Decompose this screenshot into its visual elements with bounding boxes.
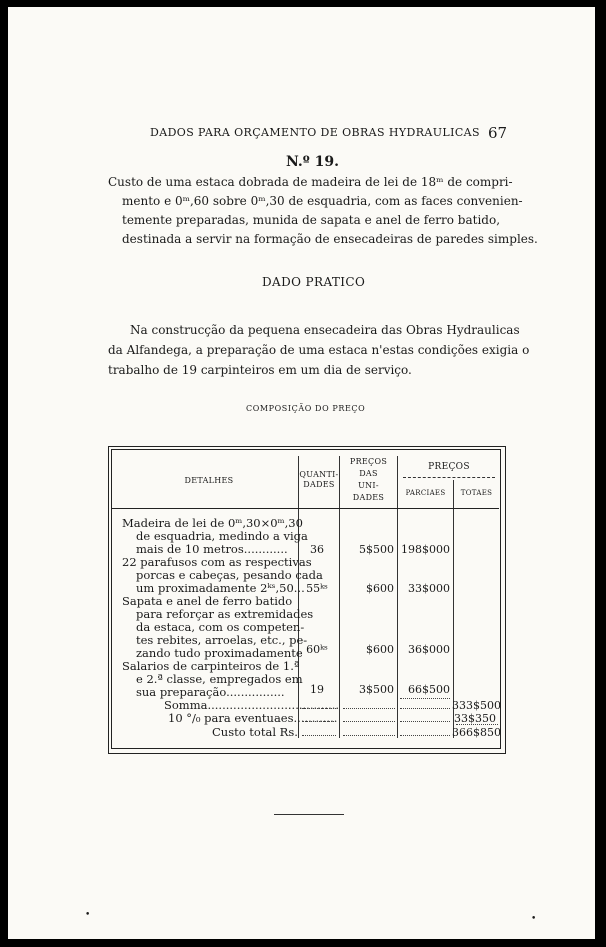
paragraph-line: Na construcção da pequena ensecadeira das Obras Hydraulicas (130, 323, 520, 337)
leader-dots (400, 735, 450, 736)
row-unit-price: $600 (366, 643, 394, 656)
description-line: temente preparadas, munida de sapata e anel de ferro batido, (122, 213, 501, 227)
prices-subrule (403, 477, 495, 478)
detail-line: porcas e cabeças, pesando cada (136, 568, 323, 582)
detail-line: Madeira de lei de 0ᵐ,30×0ᵐ,30 (122, 516, 303, 530)
partials-rule (400, 698, 450, 699)
summary-total: 333$500 (452, 699, 501, 712)
detail-line: sua preparação................ (136, 685, 285, 699)
header-quantity (299, 470, 339, 490)
header-unit-price-line: UNI- (358, 481, 379, 490)
header-partial: PARCIAES (405, 489, 446, 497)
section-subheading: DADO PRATICO (262, 275, 366, 289)
summary-label: Somma.................................... (164, 698, 340, 712)
composition-heading: COMPOSIÇÃO DO PREÇO (246, 404, 366, 413)
header-quantity-line: DADES (303, 480, 335, 489)
row-quantity: 19 (310, 683, 324, 696)
paragraph-line: da Alfandega, a preparação de uma estaca n'estas condições exigia o (108, 343, 530, 357)
row-unit-price: 3$500 (359, 683, 394, 696)
detail-line: tes rebites, arroelas, etc., pe- (136, 633, 308, 647)
summary-label: 10 °/₀ para eventuaes............ (168, 711, 338, 725)
header-quantity-line: QUANTI- (299, 470, 339, 479)
header-prices: PREÇOS (428, 462, 470, 472)
header-totals: TOTAES (460, 489, 493, 497)
page-number: 67 (488, 124, 508, 142)
row-partial: 36$000 (408, 643, 450, 656)
header-unit-price-line: DADES (352, 493, 385, 502)
leader-dots (400, 708, 450, 709)
header-unit-price (340, 456, 397, 504)
price-table (111, 449, 501, 749)
ink-spot: • (531, 914, 537, 924)
row-unit-price: 5$500 (359, 543, 394, 556)
detail-line: da estaca, com os competen- (136, 620, 305, 634)
paragraph-line: trabalho de 19 carpinteiros em um dia de serviço. (108, 363, 412, 377)
row-quantity: 55ᵏˢ (306, 582, 328, 595)
detail-line: para reforçar as extremidades (136, 607, 314, 621)
row-unit-price: $600 (366, 582, 394, 595)
closing-rule (274, 814, 344, 815)
header-rule (112, 508, 499, 509)
leader-dots (343, 735, 395, 736)
detail-line: zando tudo proximadamente (136, 646, 303, 660)
description-line: destinada a servir na formação de ensecadeiras de paredes simples. (122, 232, 538, 246)
leader-dots (400, 721, 450, 722)
header-unit-price-line: DAS (359, 469, 378, 478)
header-details: DETALHES (184, 476, 234, 485)
page (8, 7, 595, 939)
leader-dots (302, 721, 336, 722)
row-quantity: 60ᵏˢ (306, 643, 328, 656)
detail-line: um proximadamente 2ᵏˢ,50... (136, 581, 305, 595)
detail-line: 22 parafusos com as respectivas (122, 555, 312, 569)
item-description (108, 173, 538, 249)
summary-total: 366$850 (452, 726, 501, 739)
leader-dots (343, 721, 395, 722)
description-line: Custo de uma estaca dobrada de madeira de lei de 18ᵐ de compri- (108, 175, 513, 189)
row-quantity: 36 (310, 543, 324, 556)
summary-total: 33$350 (454, 712, 496, 725)
item-number: N.º 19. (286, 154, 340, 170)
row-partial: 33$000 (408, 582, 450, 595)
detail-line: de esquadria, medindo a viga (136, 529, 308, 543)
header-unit-price-line: PREÇOS (349, 457, 388, 466)
description-line: mento e 0ᵐ,60 sobre 0ᵐ,30 de esquadria, com as faces convenien- (122, 194, 523, 208)
detail-line: Salarios de carpinteiros de 1.ª (122, 659, 300, 673)
row-partial: 66$500 (408, 683, 450, 696)
detail-line: e 2.ª classe, empregados em (136, 672, 303, 686)
row-partial: 198$000 (401, 543, 450, 556)
paragraph (108, 320, 530, 380)
totals-rule (456, 724, 498, 725)
detail-line: Sapata e anel de ferro batido (122, 594, 293, 608)
leader-dots (302, 735, 336, 736)
ink-spot: • (85, 910, 91, 920)
leader-dots (343, 708, 395, 709)
summary-label: Custo total Rs. (212, 725, 298, 739)
running-title: DADOS PARA ORÇAMENTO DE OBRAS HYDRAULICAS (150, 126, 480, 139)
detail-line: mais de 10 metros............ (136, 542, 288, 556)
leader-dots (302, 708, 336, 709)
